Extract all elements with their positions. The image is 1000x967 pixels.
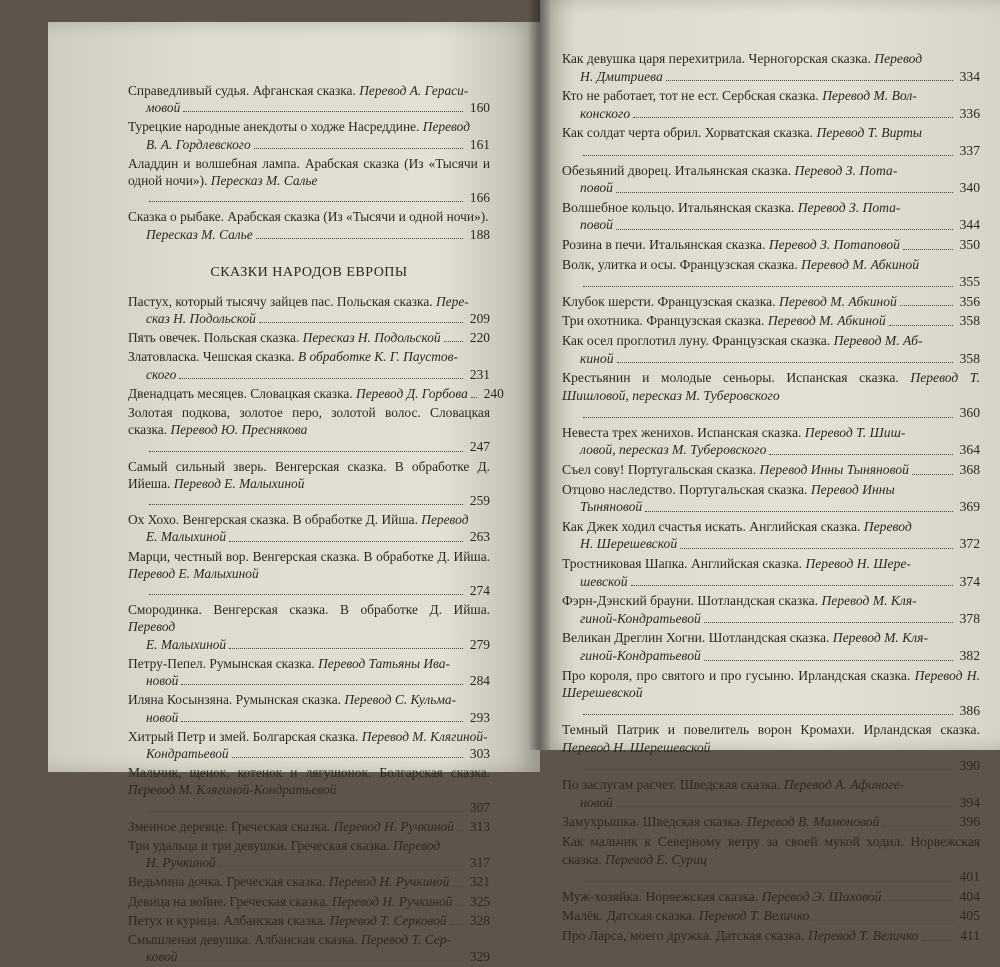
entry-title: Муж-хозяйка. Норвежская сказка. bbox=[562, 888, 759, 904]
toc-entry bbox=[562, 629, 980, 664]
entry-continuation: Е. Малыхиной bbox=[146, 529, 227, 545]
leader-dots bbox=[149, 594, 463, 595]
entry-title: Невеста трех женихов. Испанская сказка. bbox=[562, 424, 802, 440]
book-spine bbox=[528, 0, 550, 750]
entry-title: Съел сову! Португальская сказка. bbox=[562, 462, 757, 478]
entry-title: Пастух, который тысячу зайцев пас. Польская сказка. bbox=[128, 293, 433, 309]
entry-translator: Перевод Инны Тыняновой bbox=[759, 462, 909, 478]
entry-title: Турецкие народные анекдоты о ходже Насреддине. bbox=[128, 119, 420, 135]
leader-dots bbox=[180, 960, 463, 961]
leader-dots bbox=[183, 111, 463, 112]
entry-title: Смородинка. Венгерская сказка. В обработке Д. Ийша. bbox=[128, 602, 490, 618]
entry-translator: Перевод Н. Ручкиной bbox=[328, 874, 450, 890]
entry-title: Как солдат черта обрил. Хорватская сказка. bbox=[562, 125, 814, 141]
leader-dots bbox=[583, 881, 953, 882]
page-number: 259 bbox=[469, 493, 490, 509]
page-number: 303 bbox=[469, 745, 490, 761]
leader-dots bbox=[457, 830, 463, 831]
leader-dots bbox=[631, 585, 954, 586]
page-number: 321 bbox=[469, 874, 490, 890]
toc-entry bbox=[128, 118, 490, 152]
entry-translator: Перевод Т. Шишловой, пересказ М. Туберовского bbox=[562, 370, 980, 403]
entry-translator: Перевод bbox=[874, 51, 923, 66]
entry-continuation: Н. Шерешевской bbox=[580, 536, 678, 552]
entry-translator: Перевод М. Абкиной bbox=[801, 256, 919, 272]
entry-title: Самый сильный зверь. Венгерская сказка. В обработке Д. Ийеша. bbox=[128, 458, 490, 491]
entry-title: Хитрый Петр и змей. Болгарская сказка. bbox=[128, 728, 359, 744]
toc-entry bbox=[562, 332, 980, 367]
toc-entry bbox=[562, 124, 980, 159]
leader-dots bbox=[259, 322, 463, 323]
entry-continuation: мовой bbox=[146, 100, 181, 116]
leader-dots bbox=[229, 648, 463, 649]
toc-entry bbox=[128, 655, 490, 689]
leader-dots bbox=[583, 286, 953, 287]
entry-title: Фэрн-Дэнский брауни. Шотландская сказка. bbox=[562, 593, 819, 609]
leader-dots bbox=[181, 684, 463, 685]
toc-entry bbox=[128, 511, 490, 545]
page-number: 358 bbox=[959, 313, 980, 329]
leader-dots bbox=[219, 866, 463, 867]
entry-continuation: киной bbox=[580, 350, 614, 366]
toc-entry bbox=[562, 667, 980, 720]
entry-title: Как мальчик к Северному ветру за своей мукой ходил. Норвежская сказка. bbox=[562, 833, 980, 867]
toc-entry bbox=[562, 481, 980, 516]
page-number: 382 bbox=[959, 648, 980, 663]
leader-dots bbox=[583, 714, 953, 715]
toc-entry bbox=[128, 601, 490, 653]
entry-translator: Перевод Н. Шере- bbox=[805, 556, 911, 572]
entry-title: Отцово наследство. Португальская сказка. bbox=[562, 481, 808, 497]
page-number: 394 bbox=[959, 794, 980, 810]
entry-translator: Перевод Н. Ручкиной bbox=[331, 893, 453, 909]
entry-title: По заслугам расчет. Шведская сказка. bbox=[562, 777, 781, 793]
leader-dots bbox=[704, 622, 953, 623]
toc-entry bbox=[562, 592, 980, 627]
leader-dots bbox=[455, 905, 463, 906]
entry-continuation: Е. Малыхиной bbox=[146, 636, 227, 652]
leader-dots bbox=[680, 548, 953, 549]
entry-continuation: гиной-Кондратьевой bbox=[580, 648, 701, 663]
leader-dots bbox=[450, 924, 463, 925]
page-number: 337 bbox=[959, 142, 980, 158]
leader-dots bbox=[666, 80, 953, 81]
page-number: 411 bbox=[960, 927, 980, 943]
entry-translator: Пересказ Н. Подольской bbox=[302, 330, 441, 346]
leader-dots bbox=[181, 721, 463, 722]
entry-translator: Перевод bbox=[422, 119, 470, 135]
page-number: 364 bbox=[959, 442, 980, 458]
page-number: 247 bbox=[469, 439, 490, 455]
entry-translator: Перевод Э. Шаховой bbox=[761, 888, 882, 904]
page-number: 188 bbox=[469, 226, 490, 242]
page-number: 317 bbox=[469, 855, 490, 871]
entry-translator: Пере- bbox=[436, 293, 469, 309]
leader-dots bbox=[229, 541, 463, 542]
leader-dots bbox=[922, 940, 953, 941]
leader-dots bbox=[471, 397, 477, 398]
entry-title: Три охотника. Французская сказка. bbox=[562, 313, 765, 329]
entry-continuation: ковой bbox=[146, 949, 178, 965]
page-number: 360 bbox=[959, 405, 980, 421]
toc-entry bbox=[562, 721, 980, 774]
entry-translator: Перевод А. Афиноге- bbox=[783, 777, 905, 793]
entry-continuation: сказ Н. Подольской bbox=[146, 311, 256, 327]
toc-entry bbox=[128, 912, 490, 929]
entry-translator: Перевод М. Вол- bbox=[822, 88, 917, 104]
entry-translator: Перевод З. Пота- bbox=[794, 162, 898, 178]
toc-entry bbox=[128, 385, 504, 402]
toc-entry bbox=[562, 888, 980, 906]
section-title: СКАЗКИ НАРОДОВ ЕВРОПЫ bbox=[210, 264, 408, 280]
entry-translator: Перевод М. Абкиной bbox=[779, 293, 897, 309]
entry-title: Как Джек ходил счастья искать. Английская сказка. bbox=[562, 518, 861, 534]
toc-entry bbox=[562, 87, 980, 122]
entry-title: Двенадцать месяцев. Словацкая сказка. bbox=[128, 385, 353, 401]
entry-title: Петру-Пепел. Румынская сказка. bbox=[128, 655, 315, 671]
entry-translator: В обработке К. Г. Паустов- bbox=[297, 349, 458, 365]
toc-entry bbox=[562, 199, 980, 234]
toc-entry bbox=[128, 931, 490, 965]
leader-dots bbox=[452, 886, 463, 887]
page-number: 355 bbox=[959, 274, 980, 290]
entry-continuation: Н. Ручкиной bbox=[146, 855, 216, 871]
page-number: 368 bbox=[959, 462, 980, 478]
leader-dots bbox=[912, 474, 953, 475]
toc-entry bbox=[128, 82, 490, 116]
entry-translator: Перевод А. Гераси- bbox=[359, 83, 469, 98]
toc-entry bbox=[128, 691, 490, 725]
toc-entry bbox=[562, 256, 980, 291]
entry-translator: Перевод Т. Серковой bbox=[329, 912, 447, 928]
entry-title: Пять овечек. Польская сказка. bbox=[128, 330, 300, 346]
right-contents-column bbox=[562, 50, 980, 947]
leader-dots bbox=[704, 660, 953, 661]
page-number: 284 bbox=[469, 673, 490, 689]
entry-title: Златовласка. Чешская сказка. bbox=[128, 349, 295, 365]
page-number: 405 bbox=[959, 908, 980, 924]
page-number: 166 bbox=[469, 190, 490, 206]
entry-title: Иляна Косынзяна. Румынская сказка. bbox=[128, 692, 341, 708]
entry-translator: Перевод Т. Шиш- bbox=[804, 424, 906, 440]
leader-dots bbox=[769, 454, 953, 455]
toc-entry bbox=[128, 404, 490, 456]
entry-translator: Перевод Татьяны Ива- bbox=[318, 655, 450, 671]
leader-dots bbox=[179, 378, 463, 379]
toc-entry bbox=[562, 312, 980, 330]
page-number: 263 bbox=[469, 529, 490, 545]
entry-translator: Перевод bbox=[421, 512, 469, 528]
toc-entry bbox=[128, 764, 490, 816]
toc-entry bbox=[128, 728, 490, 762]
entry-translator: Перевод Т. Величко bbox=[807, 927, 919, 943]
entry-title: Змеиное деревце. Греческая сказка. bbox=[128, 818, 331, 834]
page-number: 344 bbox=[959, 217, 980, 233]
entry-continuation: гиной-Кондратьевой bbox=[580, 610, 701, 626]
entry-translator: Перевод М. Аб- bbox=[833, 332, 923, 348]
toc-entry bbox=[562, 424, 980, 459]
leader-dots bbox=[149, 201, 463, 202]
entry-continuation: В. А. Гордлевского bbox=[146, 136, 251, 152]
entry-translator: Перевод М. Клягиной- bbox=[361, 728, 488, 744]
page-number: 374 bbox=[959, 573, 980, 589]
entry-continuation: новой bbox=[146, 673, 179, 689]
toc-entry bbox=[562, 813, 980, 831]
leader-dots bbox=[583, 769, 953, 770]
toc-entry bbox=[128, 873, 490, 890]
page-number: 350 bbox=[959, 236, 980, 252]
leader-dots bbox=[254, 148, 463, 149]
toc-entry bbox=[562, 776, 980, 811]
entry-title: Девица на войне. Греческая сказка. bbox=[128, 893, 329, 909]
toc-entry bbox=[562, 927, 980, 945]
entry-title: Золотая подкова, золотое перо, золотой волос. Словацкая сказка. bbox=[128, 405, 490, 438]
toc-entry bbox=[128, 329, 490, 346]
entry-title: Малёк. Датская сказка. bbox=[562, 908, 696, 924]
page-number: 340 bbox=[959, 180, 980, 196]
entry-translator: Перевод М. Кля- bbox=[832, 630, 929, 646]
page-number: 313 bbox=[469, 818, 490, 834]
entry-translator: Перевод Е. Малыхиной bbox=[173, 475, 305, 491]
leader-dots bbox=[583, 417, 953, 418]
toc-entry bbox=[562, 50, 980, 85]
toc-entry bbox=[128, 458, 490, 510]
entry-translator: Перевод Т. Величко bbox=[698, 908, 810, 924]
entry-title: Справедливый судья. Афганская сказка. bbox=[128, 83, 356, 98]
entry-title: Как девушка царя перехитрила. Черногорская сказка. bbox=[562, 51, 871, 66]
page-number: 274 bbox=[469, 583, 490, 599]
page-number: 396 bbox=[959, 814, 980, 830]
toc-entry bbox=[128, 208, 490, 242]
page-number: 231 bbox=[469, 366, 490, 382]
leader-dots bbox=[884, 900, 953, 901]
entry-title: Аладдин и волшебная лампа. Арабская сказка (Из «Тысячи и одной ночи»). bbox=[128, 155, 490, 189]
entry-title: Великан Дреглин Хогни. Шотландская сказка. bbox=[562, 630, 830, 646]
entry-translator: Перевод М. Клягиной-Кондратьевой bbox=[128, 782, 337, 798]
entry-translator: Перевод bbox=[863, 518, 912, 534]
entry-translator: Перевод Д. Горбова bbox=[356, 385, 468, 401]
entry-translator: Перевод Ю. Преснякова bbox=[170, 422, 308, 438]
entry-title: Обезьяний дворец. Итальянская сказка. bbox=[562, 162, 792, 178]
toc-entry bbox=[562, 518, 980, 553]
page-number: 334 bbox=[959, 68, 980, 84]
left-contents-column bbox=[128, 82, 504, 967]
leader-dots bbox=[882, 826, 953, 827]
page-number: 378 bbox=[959, 610, 980, 626]
entry-title: Тростниковая Шапка. Английская сказка. bbox=[562, 556, 803, 572]
entry-translator: Перевод М. Абкиной bbox=[767, 313, 886, 329]
page-number: 356 bbox=[959, 293, 980, 309]
page-number: 209 bbox=[469, 311, 490, 327]
toc-entry bbox=[128, 893, 490, 910]
leader-dots bbox=[633, 117, 953, 118]
page-number: 372 bbox=[959, 536, 980, 552]
entry-continuation: Пересказ М. Салье bbox=[146, 226, 253, 242]
entry-title: Марци, честный вор. Венгерская сказка. В обработке Д. Ийша. bbox=[128, 548, 490, 564]
entry-title: Розина в печи. Итальянская сказка. bbox=[562, 236, 766, 252]
entry-translator: Перевод З. Пота- bbox=[797, 199, 901, 215]
entry-translator: Перевод В. Мамоновой bbox=[746, 814, 880, 830]
leader-dots bbox=[583, 155, 953, 156]
leader-dots bbox=[149, 504, 463, 505]
leader-dots bbox=[149, 451, 463, 452]
entry-translator: Перевод Н. Шерешевской bbox=[562, 667, 980, 701]
toc-entry bbox=[562, 293, 980, 311]
page-number: 390 bbox=[959, 757, 980, 773]
page-number: 325 bbox=[469, 893, 490, 909]
page-number: 401 bbox=[959, 869, 980, 885]
entry-continuation: повой bbox=[580, 217, 613, 233]
page-number: 220 bbox=[469, 330, 490, 346]
leader-dots bbox=[444, 341, 463, 342]
page-number: 307 bbox=[469, 799, 490, 815]
entry-title: Кто не работает, тот не ест. Сербская сказка. bbox=[562, 88, 819, 104]
entry-title: Крестьянин и молодые сеньоры. Испанская сказка. bbox=[562, 370, 899, 386]
entry-title: Темный Патрик и повелитель ворон Кромахи. Ирландская сказка. bbox=[562, 722, 980, 738]
toc-entry bbox=[562, 236, 980, 254]
leader-dots bbox=[900, 305, 953, 306]
entry-title: Смышленая девушка. Албанская сказка. bbox=[128, 931, 358, 947]
entry-continuation: Тыняновой bbox=[580, 499, 643, 515]
entry-translator: Перевод Е. Суриц bbox=[605, 851, 707, 867]
toc-entry bbox=[562, 833, 980, 886]
left-page bbox=[48, 22, 540, 965]
entry-translator: Перевод Н. Ручкиной bbox=[333, 818, 454, 834]
entry-translator: Перевод Н. Шерешевской bbox=[562, 739, 711, 755]
entry-translator: Перевод bbox=[392, 837, 441, 853]
toc-entry bbox=[128, 548, 490, 600]
entry-title: Петух и курица. Албанская сказка. bbox=[128, 912, 327, 928]
page-number: 358 bbox=[959, 350, 980, 366]
entry-continuation: Кондратьевой bbox=[146, 745, 229, 761]
entry-translator: Перевод М. Кля- bbox=[821, 593, 917, 609]
page-number: 240 bbox=[483, 385, 504, 401]
leader-dots bbox=[616, 229, 953, 230]
page-number: 369 bbox=[959, 499, 980, 515]
entry-translator: Пересказ М. Салье bbox=[210, 173, 318, 189]
toc-entry bbox=[128, 837, 490, 871]
page-number: 386 bbox=[959, 702, 980, 718]
toc-entry bbox=[562, 162, 980, 197]
entry-continuation: повой bbox=[580, 180, 613, 196]
entry-title: Сказка о рыбаке. Арабская сказка (Из «Тысячи и одной ночи»). bbox=[128, 209, 489, 225]
entry-translator: Перевод Инны bbox=[810, 481, 895, 497]
entry-continuation: конского bbox=[580, 105, 631, 121]
leader-dots bbox=[617, 362, 954, 363]
entry-title: Клубок шерсти. Французская сказка. bbox=[562, 293, 776, 309]
entry-title: Про Ларса, моего дружка. Датская сказка. bbox=[562, 927, 805, 943]
entry-continuation: новой bbox=[146, 709, 179, 725]
entry-title: Волшебное кольцо. Итальянская сказка. bbox=[562, 199, 795, 215]
entry-continuation: новой bbox=[580, 794, 613, 810]
toc-entry bbox=[562, 369, 980, 422]
leader-dots bbox=[232, 757, 463, 758]
entry-translator: Перевод Т. Сер- bbox=[360, 931, 451, 947]
toc-entry bbox=[562, 907, 980, 925]
page-number: 161 bbox=[469, 136, 490, 152]
leader-dots bbox=[812, 920, 953, 921]
page-number: 328 bbox=[469, 912, 490, 928]
entry-title: Про короля, про святого и про гусыню. Ирландская сказка. bbox=[562, 667, 911, 683]
entry-translator: Перевод С. Кульма- bbox=[344, 692, 457, 708]
toc-entry bbox=[128, 818, 490, 835]
entry-translator: Перевод З. Потаповой bbox=[768, 236, 900, 252]
page-number: 279 bbox=[469, 636, 490, 652]
entry-title: Мальчик, щенок, котенок и лягушонок. Болгарская сказка. bbox=[128, 765, 490, 781]
page-number: 160 bbox=[469, 100, 490, 116]
leader-dots bbox=[645, 511, 953, 512]
leader-dots bbox=[616, 806, 953, 807]
entry-continuation: ловой, пересказ М. Туберовского bbox=[580, 442, 767, 458]
toc-entry bbox=[562, 555, 980, 590]
entry-continuation: шевской bbox=[580, 573, 628, 589]
entry-title: Ох Хохо. Венгерская сказка. В обработке Д. Ийша. bbox=[128, 512, 418, 528]
entry-continuation: Н. Дмитриева bbox=[580, 68, 663, 84]
leader-dots bbox=[256, 238, 463, 239]
entry-title: Как осел проглотил луну. Французская сказка. bbox=[562, 332, 831, 348]
entry-title: Три удальца и три девушки. Греческая сказка. bbox=[128, 837, 390, 853]
toc-entry bbox=[128, 348, 490, 382]
right-page bbox=[540, 0, 1000, 943]
entry-translator: Перевод Т. Вирты bbox=[816, 125, 923, 141]
entry-title: Ведьмина дочка. Греческая сказка. bbox=[128, 874, 326, 890]
page-number: 404 bbox=[959, 888, 980, 904]
page-number: 329 bbox=[469, 949, 490, 965]
page-number: 293 bbox=[469, 709, 490, 725]
entry-translator: Перевод Е. Малыхиной bbox=[128, 565, 259, 581]
leader-dots bbox=[616, 192, 953, 193]
page-number: 336 bbox=[959, 105, 980, 121]
leader-dots bbox=[889, 325, 953, 326]
entry-continuation: ского bbox=[146, 366, 177, 382]
entry-title: Замухрышка. Шведская сказка. bbox=[562, 814, 744, 830]
entry-translator: Перевод bbox=[128, 619, 176, 635]
entry-title: Волк, улитка и осы. Французская сказка. bbox=[562, 256, 798, 272]
toc-entry bbox=[128, 155, 490, 207]
toc-entry bbox=[128, 293, 490, 327]
leader-dots bbox=[149, 811, 463, 812]
leader-dots bbox=[903, 249, 953, 250]
toc-entry bbox=[562, 461, 980, 479]
